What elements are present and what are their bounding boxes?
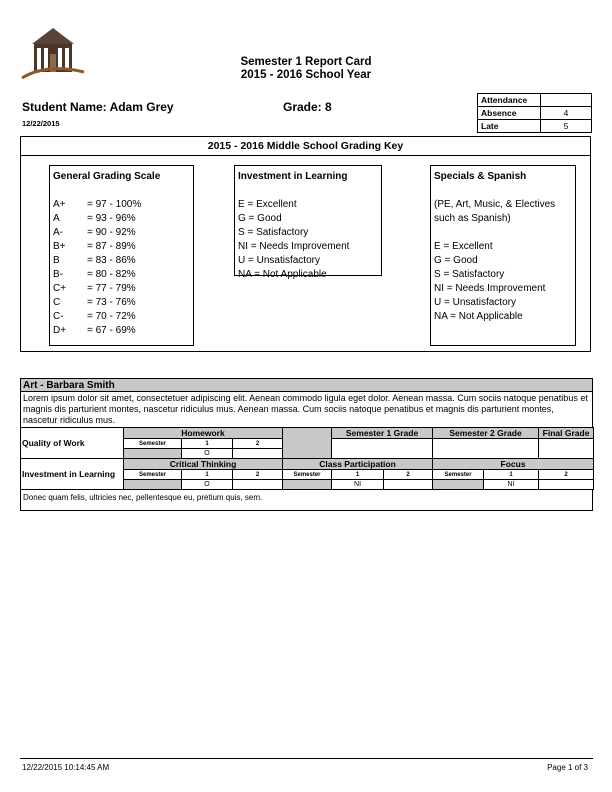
general-scale-heading: General Grading Scale — [53, 171, 161, 182]
semester2-grade-value — [433, 439, 539, 459]
scale-row: A- = 90 - 92% — [53, 227, 136, 238]
grades-table: Quality of Work Homework Semester 1 Grade Semester 2 Grade Final Grade Semester 1 2 O Investment in Learning Critical Thinking Class Participation Focus Semester 1 2 Semester 1 2 Semester 1 2 O NI NI — [20, 427, 594, 490]
quality-of-work-label: Quality of Work — [21, 428, 124, 459]
homework-s2-value — [233, 449, 283, 459]
specials-line: U = Unsatisfactory — [434, 297, 516, 308]
school-logo — [20, 26, 86, 82]
grading-key-title: 2015 - 2016 Middle School Grading Key — [207, 140, 404, 152]
course-section — [20, 378, 593, 511]
specials-line: E = Excellent — [434, 241, 493, 252]
semester-label: Semester — [124, 439, 182, 449]
absence-label: Absence — [478, 107, 541, 120]
specials-note: such as Spanish) — [434, 213, 511, 224]
report-date: 12/22/2015 — [22, 119, 60, 128]
course-description: Lorem ipsum dolor sit amet, consectetuer adipiscing elit. Aenean commodo ligula eget dolor. Aenean massa. Cum sociis natoque penatibus et magnis dis parturient montes, nascetur ridiculus mus. Aenean massa. Cum sociis natoque penatibus et magnis dis parturient montes, nascetur ridiculus mus. — [20, 392, 593, 427]
specials-note: (PE, Art, Music, & Electives — [434, 199, 556, 210]
general-scale-box — [49, 165, 194, 346]
scale-row: A = 93 - 96% — [53, 213, 136, 224]
investment-line: U = Unsatisfactory — [238, 255, 320, 266]
scale-row: C = 73 - 76% — [53, 297, 136, 308]
investment-heading: Investment in Learning — [238, 171, 348, 182]
school-year: 2015 - 2016 School Year — [240, 69, 372, 81]
final-grade-value — [539, 439, 594, 459]
specials-heading: Specials & Spanish — [434, 171, 527, 182]
scale-row: B- = 80 - 82% — [53, 269, 136, 280]
report-title: Semester 1 Report Card — [240, 56, 372, 68]
investment-line: NA = Not Applicable — [238, 269, 327, 280]
specials-box — [430, 165, 576, 346]
focus-header: Focus — [433, 459, 594, 470]
semester-label: Semester — [283, 470, 332, 480]
student-name: Student Name: Adam Grey — [22, 100, 174, 114]
critical-thinking-s1-value: O — [182, 480, 233, 490]
scale-row: D+ = 67 - 69% — [53, 325, 136, 336]
late-value: 5 — [541, 120, 592, 133]
grading-key — [20, 136, 591, 352]
late-label: Late — [478, 120, 541, 133]
semester-label: Semester — [433, 470, 484, 480]
scale-row: C+ = 77 - 79% — [53, 283, 136, 294]
attendance-title: Attendance — [478, 94, 541, 107]
homework-header: Homework — [124, 428, 283, 439]
specials-line: S = Satisfactory — [434, 269, 505, 280]
absence-value: 4 — [541, 107, 592, 120]
investment-line: S = Satisfactory — [238, 227, 309, 238]
class-participation-s1-value: NI — [332, 480, 384, 490]
semester1-grade-header: Semester 1 Grade — [332, 428, 433, 439]
scale-row: B = 83 - 86% — [53, 255, 136, 266]
footer-divider — [20, 758, 593, 759]
scale-row: C- = 70 - 72% — [53, 311, 136, 322]
footer-timestamp: 12/22/2015 10:14:45 AM — [22, 763, 110, 772]
class-participation-header: Class Participation — [283, 459, 433, 470]
semester1-grade-value — [332, 439, 433, 459]
investment-line: E = Excellent — [238, 199, 297, 210]
specials-line: NA = Not Applicable — [434, 311, 523, 322]
semester-label: Semester — [124, 470, 182, 480]
critical-thinking-header: Critical Thinking — [124, 459, 283, 470]
scale-row: A+ = 97 - 100% — [53, 199, 142, 210]
investment-box — [234, 165, 382, 280]
student-grade: Grade: 8 — [283, 100, 332, 114]
scale-row: B+ = 87 - 89% — [53, 241, 136, 252]
homework-s1-value: O — [182, 449, 233, 459]
specials-line: G = Good — [434, 255, 478, 266]
specials-line: NI = Needs Improvement — [434, 283, 546, 294]
final-grade-header: Final Grade — [539, 428, 594, 439]
investment-line: NI = Needs Improvement — [238, 241, 350, 252]
focus-s1-value: NI — [484, 480, 539, 490]
semester2-grade-header: Semester 2 Grade — [433, 428, 539, 439]
attendance-table — [477, 93, 592, 133]
investment-line: G = Good — [238, 213, 282, 224]
course-title: Art - Barbara Smith — [20, 378, 593, 392]
teacher-comment: Donec quam felis, ultricies nec, pellentesque eu, pretium quis, sem. — [20, 490, 593, 511]
page-number: Page 1 of 3 — [547, 763, 588, 772]
investment-in-learning-label: Investment in Learning — [21, 459, 124, 490]
